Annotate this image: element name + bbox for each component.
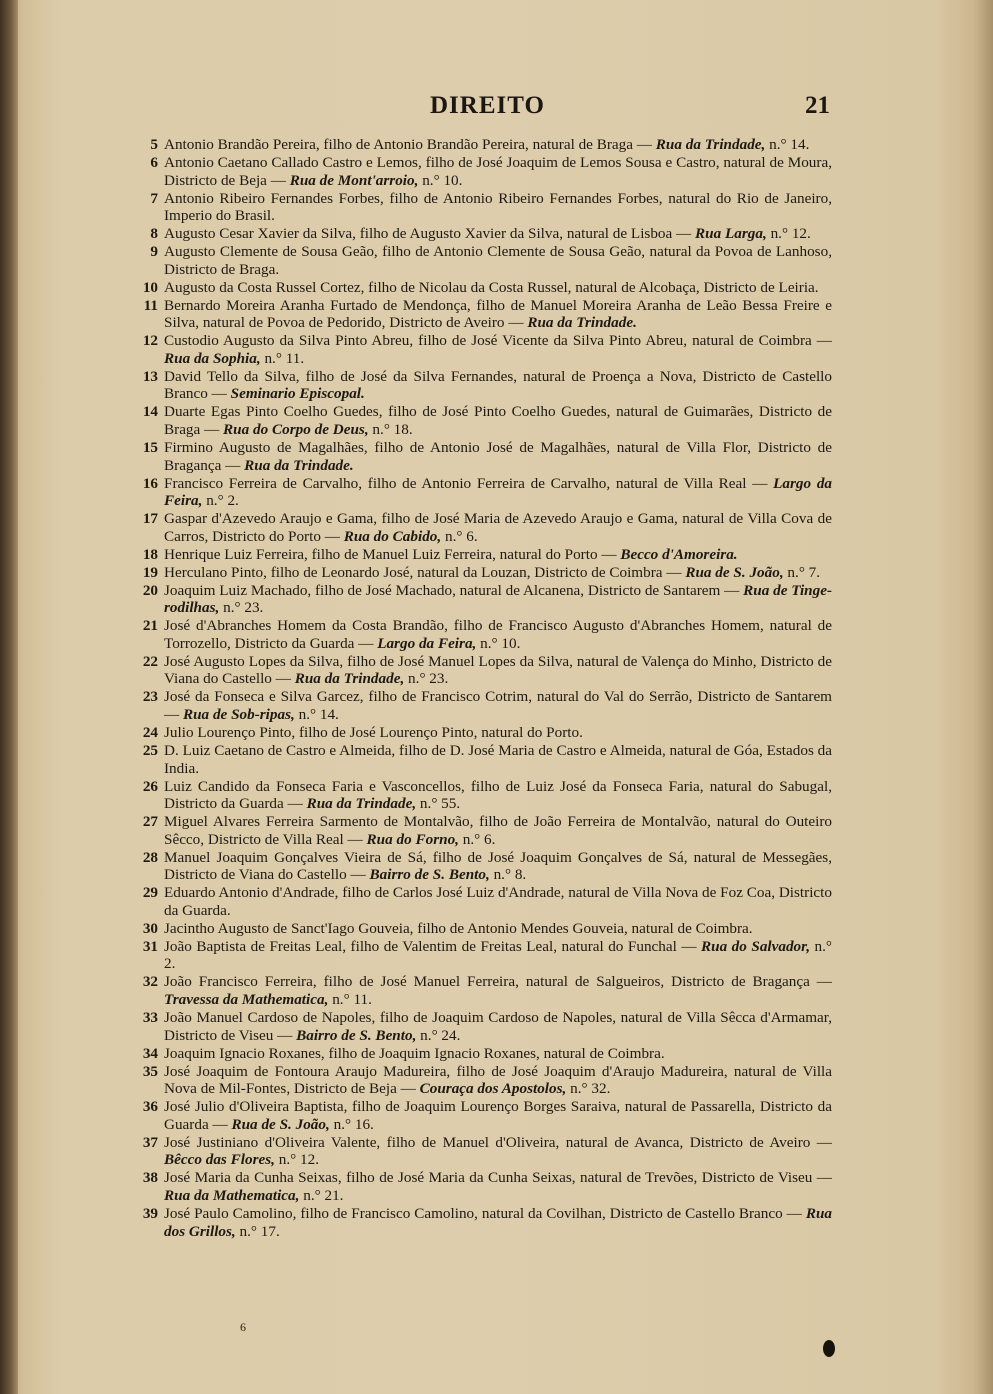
entry-description: José Justiniano d'Oliveira Valente, filho de Manuel d'Oliveira, natural de Avanca, Districto de Aveiro —	[164, 1133, 832, 1151]
entry-description: Antonio Brandão Pereira, filho de Antonio Brandão Pereira, natural de Braga —	[164, 136, 652, 153]
entry-address: Rua da Trindade.	[527, 314, 637, 332]
entry-text	[164, 154, 832, 189]
entry-number: 11	[143, 296, 158, 314]
entry-text	[164, 546, 832, 564]
list-item	[138, 1205, 832, 1240]
list-item	[138, 617, 832, 652]
entry-description: Antonio Ribeiro Fernandes Forbes, filho de Antonio Ribeiro Fernandes Forbes, natural do Rio de Janeiro, Imperio do Brasil.	[164, 189, 832, 225]
entry-house-number: n.° 17.	[239, 1222, 280, 1240]
entry-number: 20	[142, 581, 158, 599]
entry-text	[164, 1205, 832, 1240]
entry-description: João Francisco Ferreira, filho de José Manuel Ferreira, natural de Salgueiros, Districto de Bragança —	[164, 973, 832, 991]
entry-number: 36	[142, 1098, 158, 1116]
entry-number: 28	[142, 848, 158, 866]
entry-number: 33	[142, 1009, 158, 1027]
list-item	[138, 332, 832, 367]
entry-text	[164, 920, 832, 938]
entry-house-number: n.° 10.	[480, 634, 521, 652]
entry-text	[164, 742, 832, 777]
entry-address: Bêcco das Flores,	[164, 1151, 275, 1169]
entry-description: David Tello da Silva, filho de José da Silva Fernandes, natural de Proença a Nova, Districto de Castello Branco —	[164, 367, 832, 403]
entry-text	[164, 297, 832, 332]
entry-address: Becco d'Amoreira.	[620, 545, 738, 563]
entry-text	[164, 938, 832, 973]
page-title: DIREITO	[430, 92, 545, 119]
list-item	[138, 546, 832, 564]
entry-number: 5	[150, 136, 158, 153]
entry-number: 9	[150, 243, 158, 261]
list-item	[138, 849, 832, 884]
entry-text	[164, 582, 832, 617]
entry-description: Manuel Joaquim Gonçalves Vieira de Sá, filho de José Joaquim Gonçalves de Sá, natural de Messegães, Districto de Viana do Castello —	[164, 848, 832, 884]
entry-number: 21	[142, 617, 158, 635]
entry-house-number: n.° 11.	[264, 349, 305, 367]
entry-house-number: n.° 16.	[333, 1115, 374, 1133]
list-item	[138, 136, 832, 154]
entry-description: Miguel Alvares Ferreira Sarmento de Montalvão, filho de João Ferreira de Montalvão, natural do Outeiro Sêcco, Districto de Villa Real —	[164, 813, 832, 848]
entry-text	[164, 973, 832, 1008]
entry-text	[164, 813, 832, 848]
entry-address: Largo da Feira,	[377, 634, 477, 652]
entry-text	[164, 403, 832, 438]
list-item	[138, 403, 832, 438]
entry-address: Rua da Sophia,	[164, 349, 261, 367]
entry-number: 18	[142, 545, 158, 563]
list-item	[138, 724, 832, 742]
entry-number: 12	[142, 332, 158, 350]
entry-house-number: n.° 2.	[206, 492, 239, 510]
entry-description: Francisco Ferreira de Carvalho, filho de Antonio Ferreira de Carvalho, natural de Villa Real —	[164, 474, 768, 492]
list-item	[138, 1063, 832, 1098]
entry-number: 30	[142, 919, 158, 937]
entry-description: Bernardo Moreira Aranha Furtado de Mendonça, filho de Manuel Moreira Aranha de Leão Bessa Freire e Silva, natural de Povoa de Pedorido, Districto de Aveiro —	[164, 296, 832, 332]
list-item	[138, 653, 832, 688]
entry-address: Rua Larga,	[695, 225, 767, 243]
entry-address: Rua da Trindade,	[306, 795, 417, 813]
entry-description: Joaquim Luiz Machado, filho de José Machado, natural de Alcanena, Districto de Santarem —	[164, 581, 740, 599]
entry-text	[164, 1063, 832, 1098]
entry-number: 24	[142, 724, 158, 742]
list-item	[138, 973, 832, 1008]
entry-number: 23	[142, 688, 158, 706]
entry-address: Rua do Cabido,	[343, 527, 442, 545]
entry-text	[164, 332, 832, 367]
entry-text	[164, 849, 832, 884]
list-item	[138, 1045, 832, 1063]
entry-description: José Maria da Cunha Seixas, filho de José Maria da Cunha Seixas, natural de Trevões, Districto de Viseu —	[164, 1169, 832, 1187]
entry-description: Antonio Caetano Callado Castro e Lemos, filho de José Joaquim de Lemos Sousa e Castro, natural de Moura, Districto de Beja —	[164, 153, 832, 189]
list-item	[138, 742, 832, 777]
entry-description: D. Luiz Caetano de Castro e Almeida, filho de D. José Maria de Castro e Almeida, natural de Góa, Estados da India.	[164, 742, 832, 777]
entry-house-number: n.° 21.	[303, 1186, 344, 1204]
entry-number: 25	[142, 742, 158, 759]
entry-number: 13	[142, 367, 158, 385]
entry-address: Rua de S. João,	[685, 563, 784, 581]
entry-description: Jacintho Augusto de Sanct'Iago Gouveia, filho de Antonio Mendes Gouveia, natural de Coimbra.	[164, 919, 753, 937]
entry-address: Rua do Forno,	[366, 830, 459, 848]
entry-description: Joaquim Ignacio Roxanes, filho de Joaquim Ignacio Roxanes, natural de Coimbra.	[164, 1044, 665, 1062]
list-item	[138, 1169, 832, 1204]
entry-number: 39	[142, 1204, 158, 1222]
list-item	[138, 920, 832, 938]
entry-text	[164, 724, 832, 742]
entry-number: 34	[142, 1044, 158, 1062]
list-item	[138, 884, 832, 919]
entry-text	[164, 439, 832, 474]
entry-description: Herculano Pinto, filho de Leonardo José, natural da Louzan, Districto de Coimbra —	[164, 563, 682, 581]
entry-number: 7	[150, 189, 158, 207]
list-item	[138, 439, 832, 474]
list-item	[138, 297, 832, 332]
list-item	[138, 243, 832, 278]
entry-number: 37	[142, 1133, 158, 1151]
entry-address: Rua da Trindade.	[244, 456, 354, 474]
list-item	[138, 813, 832, 848]
entry-text	[164, 368, 832, 403]
entry-text	[164, 1134, 832, 1169]
list-item	[138, 154, 832, 189]
entry-description: Augusto da Costa Russel Cortez, filho de Nicolau da Costa Russel, natural de Alcobaça, Districto de Leiria.	[164, 278, 819, 296]
entry-address: Rua de Mont'arroio,	[289, 171, 419, 189]
entry-number: 6	[150, 153, 158, 171]
entry-description: João Manuel Cardoso de Napoles, filho de Joaquim Cardoso de Napoles, natural de Villa Sêcca d'Armamar, Districto de Viseu —	[164, 1009, 832, 1044]
entry-description: José Joaquim de Fontoura Araujo Madureira, filho de José Joaquim d'Araujo Madureira, natural de Villa Nova de Mil-Fontes, Districto de Beja —	[164, 1062, 832, 1098]
entry-house-number: n.° 10.	[422, 171, 463, 189]
entry-number: 35	[142, 1062, 158, 1080]
list-item	[138, 938, 832, 973]
list-item	[138, 778, 832, 813]
entry-description: Gaspar d'Azevedo Araujo e Gama, filho de José Maria de Azevedo Araujo e Gama, natural de Villa Cova de Carros, Districto do Porto —	[164, 510, 832, 545]
entry-address: Bairro de S. Bento,	[369, 866, 490, 884]
entry-number: 8	[150, 225, 158, 243]
entry-address: Rua de Tinge-rodilhas,	[164, 581, 833, 617]
entry-house-number: n.° 12.	[770, 225, 811, 243]
entry-address: Rua da Trindade,	[294, 670, 405, 688]
entry-address: Rua do Salvador,	[701, 937, 811, 955]
list-item	[138, 190, 832, 225]
list-item	[138, 475, 832, 510]
entry-number: 10	[142, 278, 158, 296]
signature-mark: 6	[240, 1320, 246, 1334]
list-item	[138, 582, 832, 617]
entry-description: Julio Lourenço Pinto, filho de José Lourenço Pinto, natural do Porto.	[164, 724, 583, 742]
entry-number: 32	[142, 973, 158, 991]
entry-text	[164, 136, 832, 154]
entry-number: 17	[142, 510, 158, 528]
entry-number: 27	[142, 813, 158, 831]
page-number: 21	[805, 92, 830, 119]
entry-text	[164, 653, 832, 688]
entry-description: João Baptista de Freitas Leal, filho de Valentim de Freitas Leal, natural do Funchal —	[164, 937, 697, 955]
entry-house-number: n.° 55.	[419, 795, 461, 813]
entry-house-number: n.° 7.	[787, 563, 821, 581]
list-item	[138, 279, 832, 297]
entry-text	[164, 510, 832, 545]
list-item	[138, 1134, 832, 1169]
entry-text	[164, 225, 832, 243]
entry-description: José da Fonseca e Silva Garcez, filho de Francisco Cotrim, natural do Val do Serrão, Districto de Santarem —	[164, 688, 832, 724]
entry-number: 14	[142, 403, 158, 421]
entry-text	[164, 778, 832, 813]
entry-description: Luiz Candido da Fonseca Faria e Vasconcellos, filho de Luiz José da Fonseca Faria, natural do Sabugal, Districto da Guarda —	[164, 777, 832, 813]
entry-number: 26	[142, 777, 158, 795]
entry-number: 31	[142, 937, 158, 955]
entry-description: Augusto Clemente de Sousa Geão, filho de Antonio Clemente de Sousa Geão, natural da Povoa de Lanhoso, Districto de Braga.	[164, 243, 832, 278]
entry-address: Seminario Episcopal.	[230, 385, 365, 403]
entry-description: Henrique Luiz Ferreira, filho de Manuel Luiz Ferreira, natural do Porto —	[164, 545, 617, 563]
entry-house-number: n.° 6.	[445, 527, 478, 545]
entry-address: Travessa da Mathematica,	[164, 991, 329, 1009]
list-item	[138, 368, 832, 403]
entry-house-number: n.° 23.	[223, 599, 264, 617]
entry-address: Rua do Corpo de Deus,	[223, 421, 369, 439]
entry-description: Augusto Cesar Xavier da Silva, filho de Augusto Xavier da Silva, natural de Lisboa —	[164, 225, 692, 243]
entry-address: Rua da Trindade,	[655, 136, 766, 153]
entry-text	[164, 279, 832, 297]
entry-description: José Julio d'Oliveira Baptista, filho de Joaquim Lourenço Borges Saraiva, natural de Passarella, Districto da Guarda —	[164, 1098, 832, 1133]
entry-description: José Paulo Camolino, filho de Francisco Camolino, natural da Covilhan, Districto de Castello Branco —	[164, 1204, 802, 1222]
entry-text	[164, 1045, 832, 1063]
entry-text	[164, 1098, 832, 1133]
entry-description: Eduardo Antonio d'Andrade, filho de Carlos José Luiz d'Andrade, natural de Villa Nova de Foz Coa, Districto da Guarda.	[164, 884, 832, 919]
entry-house-number: n.° 14.	[298, 706, 339, 724]
entry-text	[164, 564, 832, 582]
entry-text	[164, 190, 832, 225]
entry-number: 38	[142, 1169, 158, 1187]
entry-description: Custodio Augusto da Silva Pinto Abreu, filho de José Vicente da Silva Pinto Abreu, natural de Coimbra —	[164, 332, 832, 350]
entry-text	[164, 243, 832, 278]
entry-house-number: n.° 32.	[570, 1080, 611, 1098]
entry-description: Firmino Augusto de Magalhães, filho de Antonio José de Magalhães, natural de Villa Flor, Districto de Bragança —	[164, 439, 832, 474]
list-item	[138, 225, 832, 243]
entry-text	[164, 617, 832, 652]
entry-address: Rua de Sob-ripas,	[182, 706, 295, 724]
entry-number: 19	[142, 563, 158, 581]
entry-address: Largo da Feira,	[164, 474, 833, 510]
entry-address: Rua de S. João,	[231, 1115, 330, 1133]
entry-number: 16	[142, 474, 158, 492]
list-item	[138, 564, 832, 582]
entry-house-number: n.° 8.	[493, 866, 527, 884]
entry-description: José d'Abranches Homem da Costa Brandão, filho de Francisco Augusto d'Abranches Homem, natural de Torrozello, Districto da Guarda —	[164, 617, 832, 652]
entry-house-number: n.° 11.	[332, 991, 372, 1009]
list-item	[138, 1009, 832, 1044]
entry-house-number: n.° 6.	[462, 830, 496, 848]
entry-description: José Augusto Lopes da Silva, filho de José Manuel Lopes da Silva, natural de Valença do Minho, Districto de Viana do Castello —	[164, 652, 832, 688]
ink-blot	[823, 1340, 835, 1357]
entry-text	[164, 475, 832, 510]
entry-text	[164, 688, 832, 723]
book-spine	[0, 0, 18, 1394]
entry-house-number: n.° 2.	[164, 937, 832, 973]
entry-house-number: n.° 18.	[372, 421, 413, 439]
entry-house-number: n.° 14.	[769, 136, 810, 153]
entry-address: Couraça dos Apostolos,	[419, 1080, 567, 1098]
list-item	[138, 1098, 832, 1133]
entry-text	[164, 884, 832, 919]
page-header	[140, 92, 830, 128]
entry-text	[164, 1169, 832, 1204]
entry-house-number: n.° 23.	[408, 670, 449, 688]
list-item	[138, 510, 832, 545]
entry-number: 15	[142, 439, 158, 456]
list-item	[138, 688, 832, 723]
entry-text	[164, 1009, 832, 1044]
student-list	[138, 136, 832, 1240]
entry-number: 22	[142, 652, 158, 670]
entry-description: Duarte Egas Pinto Coelho Guedes, filho de José Pinto Coelho Guedes, natural de Guimarães, Districto de Braga —	[164, 403, 832, 439]
entry-address: Rua da Mathematica,	[164, 1186, 300, 1204]
entry-number: 29	[142, 884, 158, 902]
entry-house-number: n.° 24.	[420, 1026, 461, 1044]
entry-address: Bairro de S. Bento,	[296, 1026, 417, 1044]
entry-address: Rua dos Grillos,	[164, 1204, 833, 1240]
entry-house-number: n.° 12.	[278, 1151, 319, 1169]
